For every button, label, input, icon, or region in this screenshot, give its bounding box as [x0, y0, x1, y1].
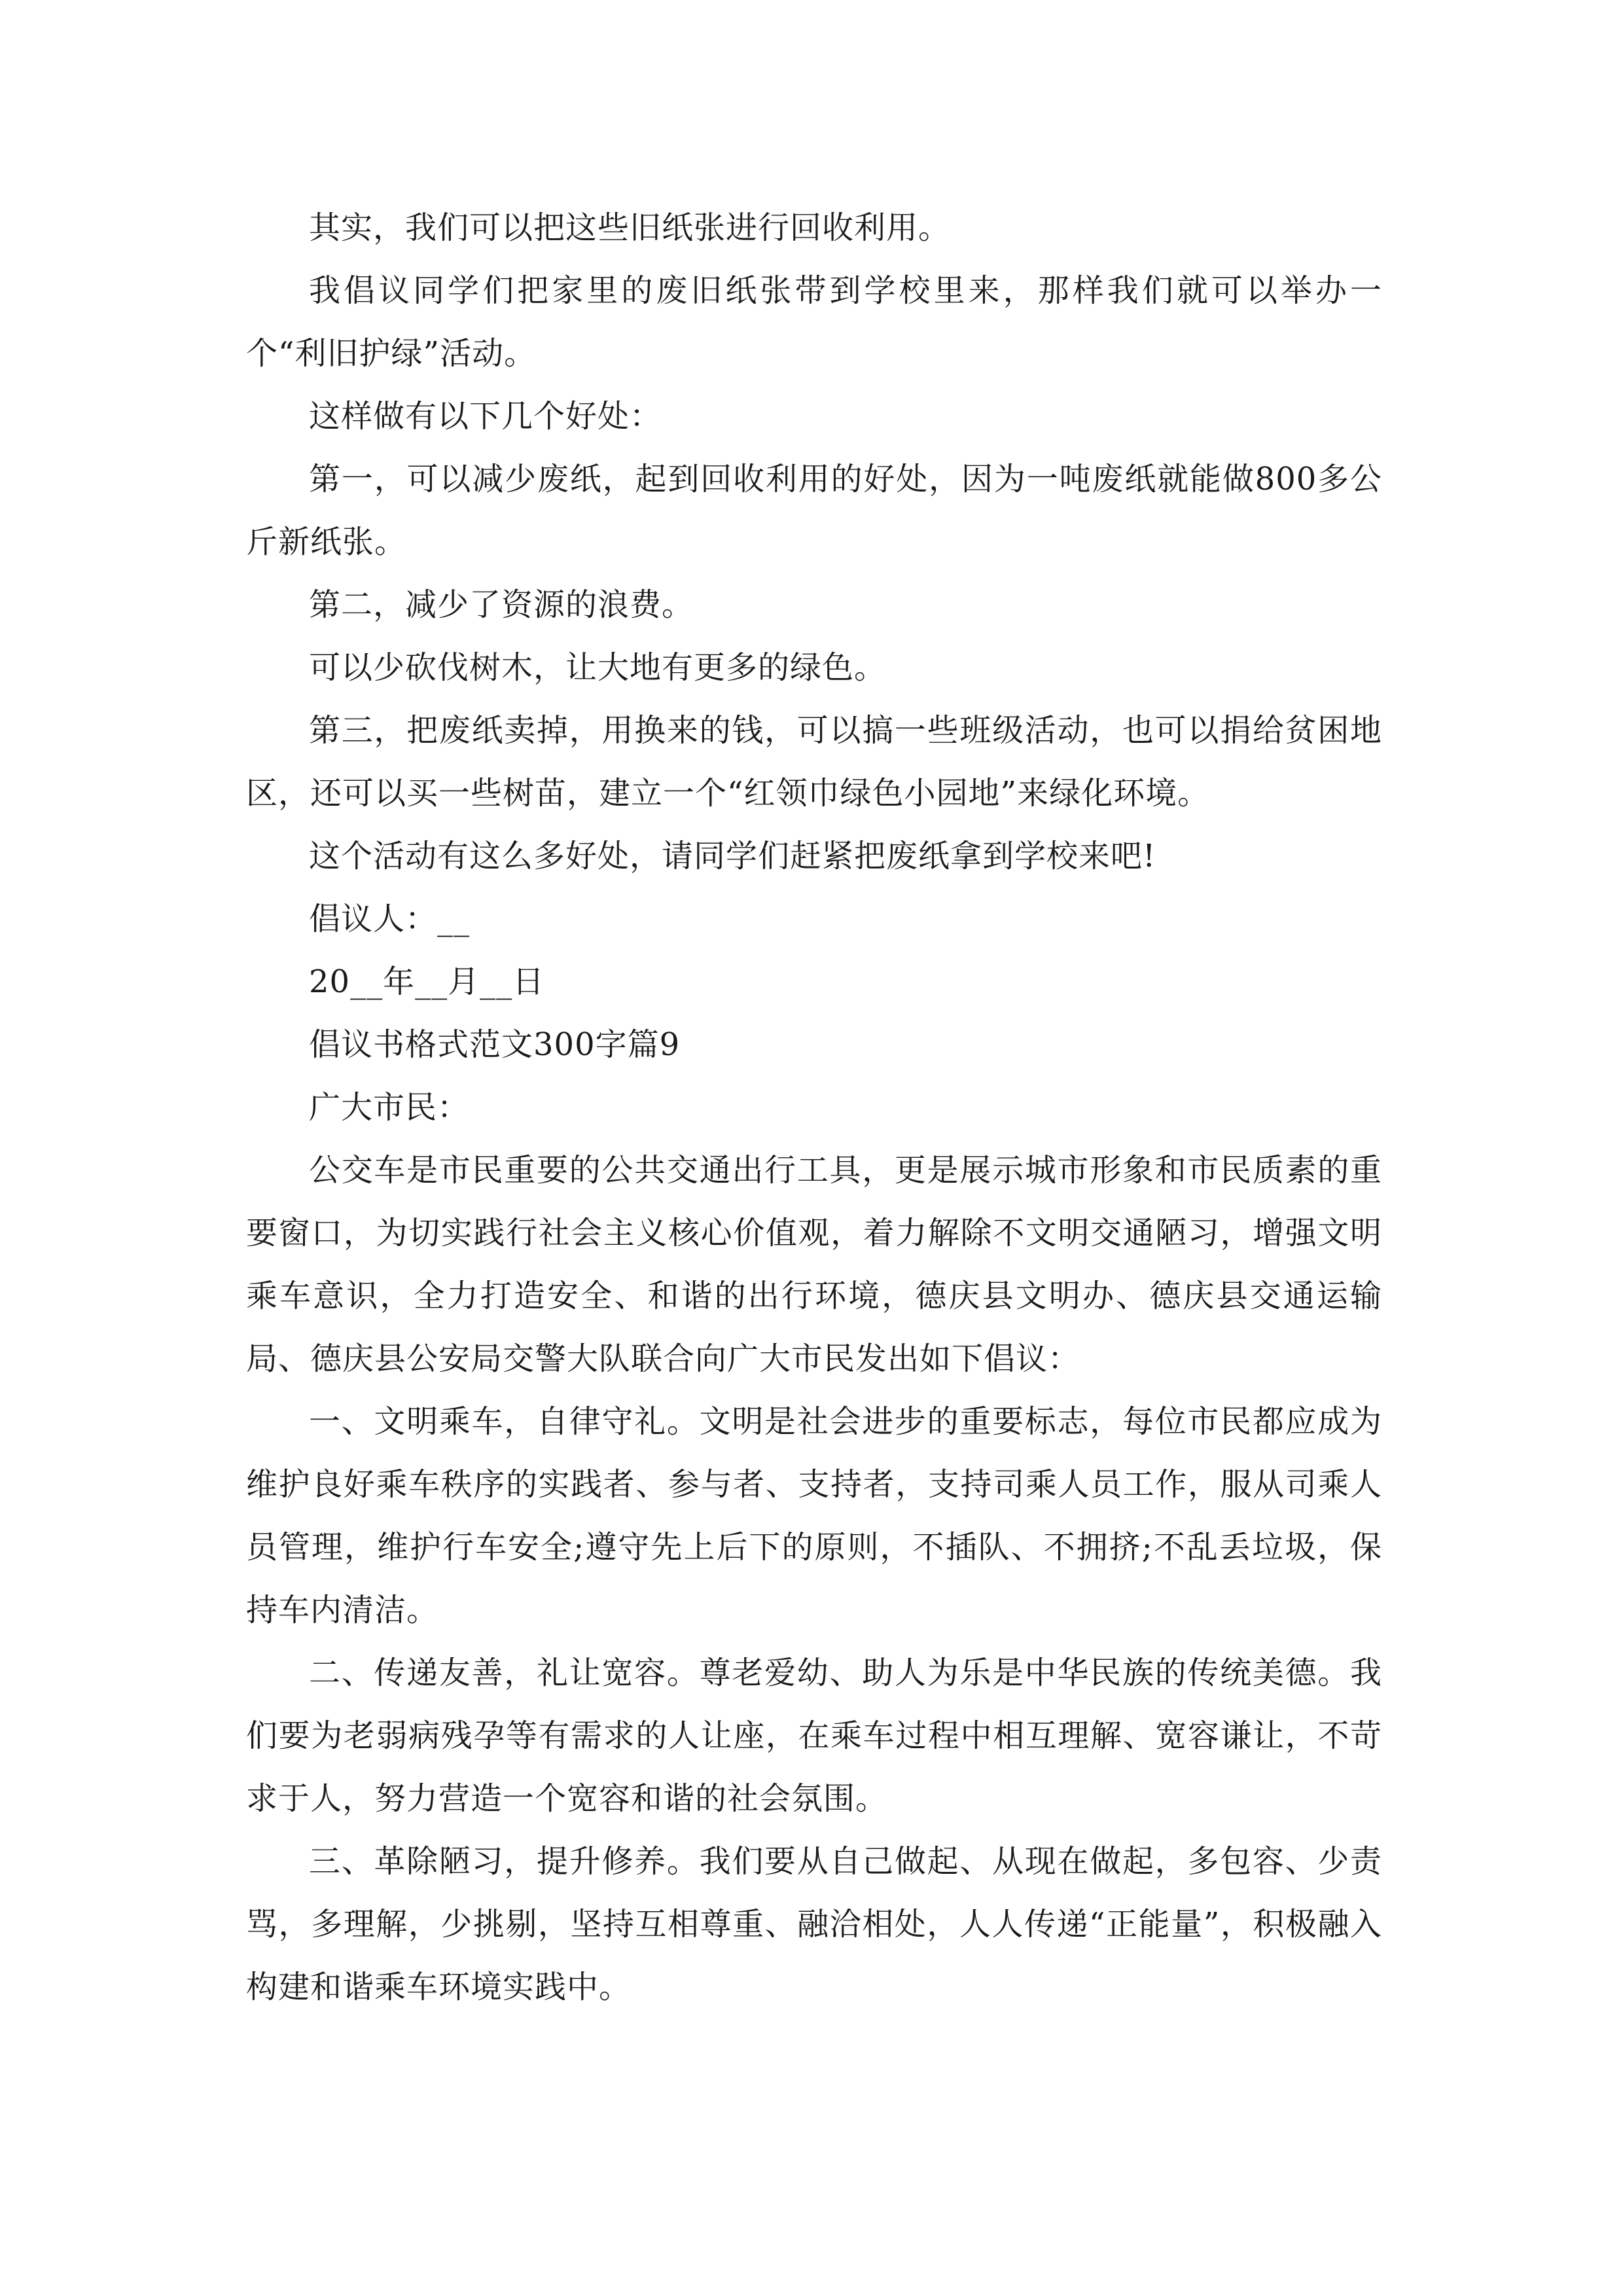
paragraph-less-logging: 可以少砍伐树木，让大地有更多的绿色。 [309, 649, 887, 686]
signature-date: 20__年__月__日 [309, 963, 545, 1000]
document-body [246, 196, 1382, 2018]
paragraph-bus-intro: 公交车是市民重要的公共交通出行工具，更是展示城市形象和市民质素的重要窗口，为切实践行社会主义核心价值观，着力解除不文明交通陋习，增强文明乘车意识，全力打造安全、和谐的出行环境，德庆县文明办、德庆县交通运输局、德庆县公安局交警大队联合向广大市民发出如下倡议： [246, 1152, 1382, 1377]
paragraph-benefit-third: 第三，把废纸卖掉，用换来的钱，可以搞一些班级活动，也可以捐给贫困地区，还可以买一些树苗，建立一个“红领巾绿色小园地”来绿化环境。 [246, 712, 1382, 812]
paragraph-recycle-intro: 其实，我们可以把这些旧纸张进行回收利用。 [309, 209, 951, 246]
signature-proposer: 倡议人：__ [309, 901, 471, 937]
paragraph-benefit-second: 第二，减少了资源的浪费。 [309, 586, 694, 623]
paragraph-benefit-first: 第一，可以减少废纸，起到回收利用的好处，因为一吨废纸就能做800多公斤新纸张。 [246, 461, 1382, 560]
paragraph-item-one: 一、文明乘车，自律守礼。文明是社会进步的重要标志，每位市民都应成为维护良好乘车秩序的实践者、参与者、支持者，支持司乘人员工作，服从司乘人员管理，维护行车安全;遵守先上后下的原则，不插队、不拥挤;不乱丢垃圾，保持车内清洁。 [246, 1403, 1382, 1628]
paragraph-item-two: 二、传递友善，礼让宽容。尊老爱幼、助人为乐是中华民族的传统美德。我们要为老弱病残孕等有需求的人让座，在乘车过程中相互理解、宽容谦让，不苛求于人，努力营造一个宽容和谐的社会氛围。 [246, 1655, 1382, 1817]
paragraph-item-three: 三、革除陋习，提升修养。我们要从自己做起、从现在做起，多包容、少责骂，多理解，少挑剔，坚持互相尊重、融洽相处，人人传递“正能量”，积极融入构建和谐乘车环境实践中。 [246, 1843, 1382, 2005]
paragraph-benefits-intro: 这样做有以下几个好处： [309, 398, 662, 435]
paragraph-proposal: 我倡议同学们把家里的废旧纸张带到学校里来，那样我们就可以举办一个“利旧护绿”活动。 [246, 272, 1382, 372]
salutation: 广大市民： [309, 1089, 470, 1126]
section-heading: 倡议书格式范文300字篇9 [309, 1026, 681, 1063]
paragraph-call-to-action: 这个活动有这么多好处，请同学们赶紧把废纸拿到学校来吧! [309, 838, 1156, 874]
